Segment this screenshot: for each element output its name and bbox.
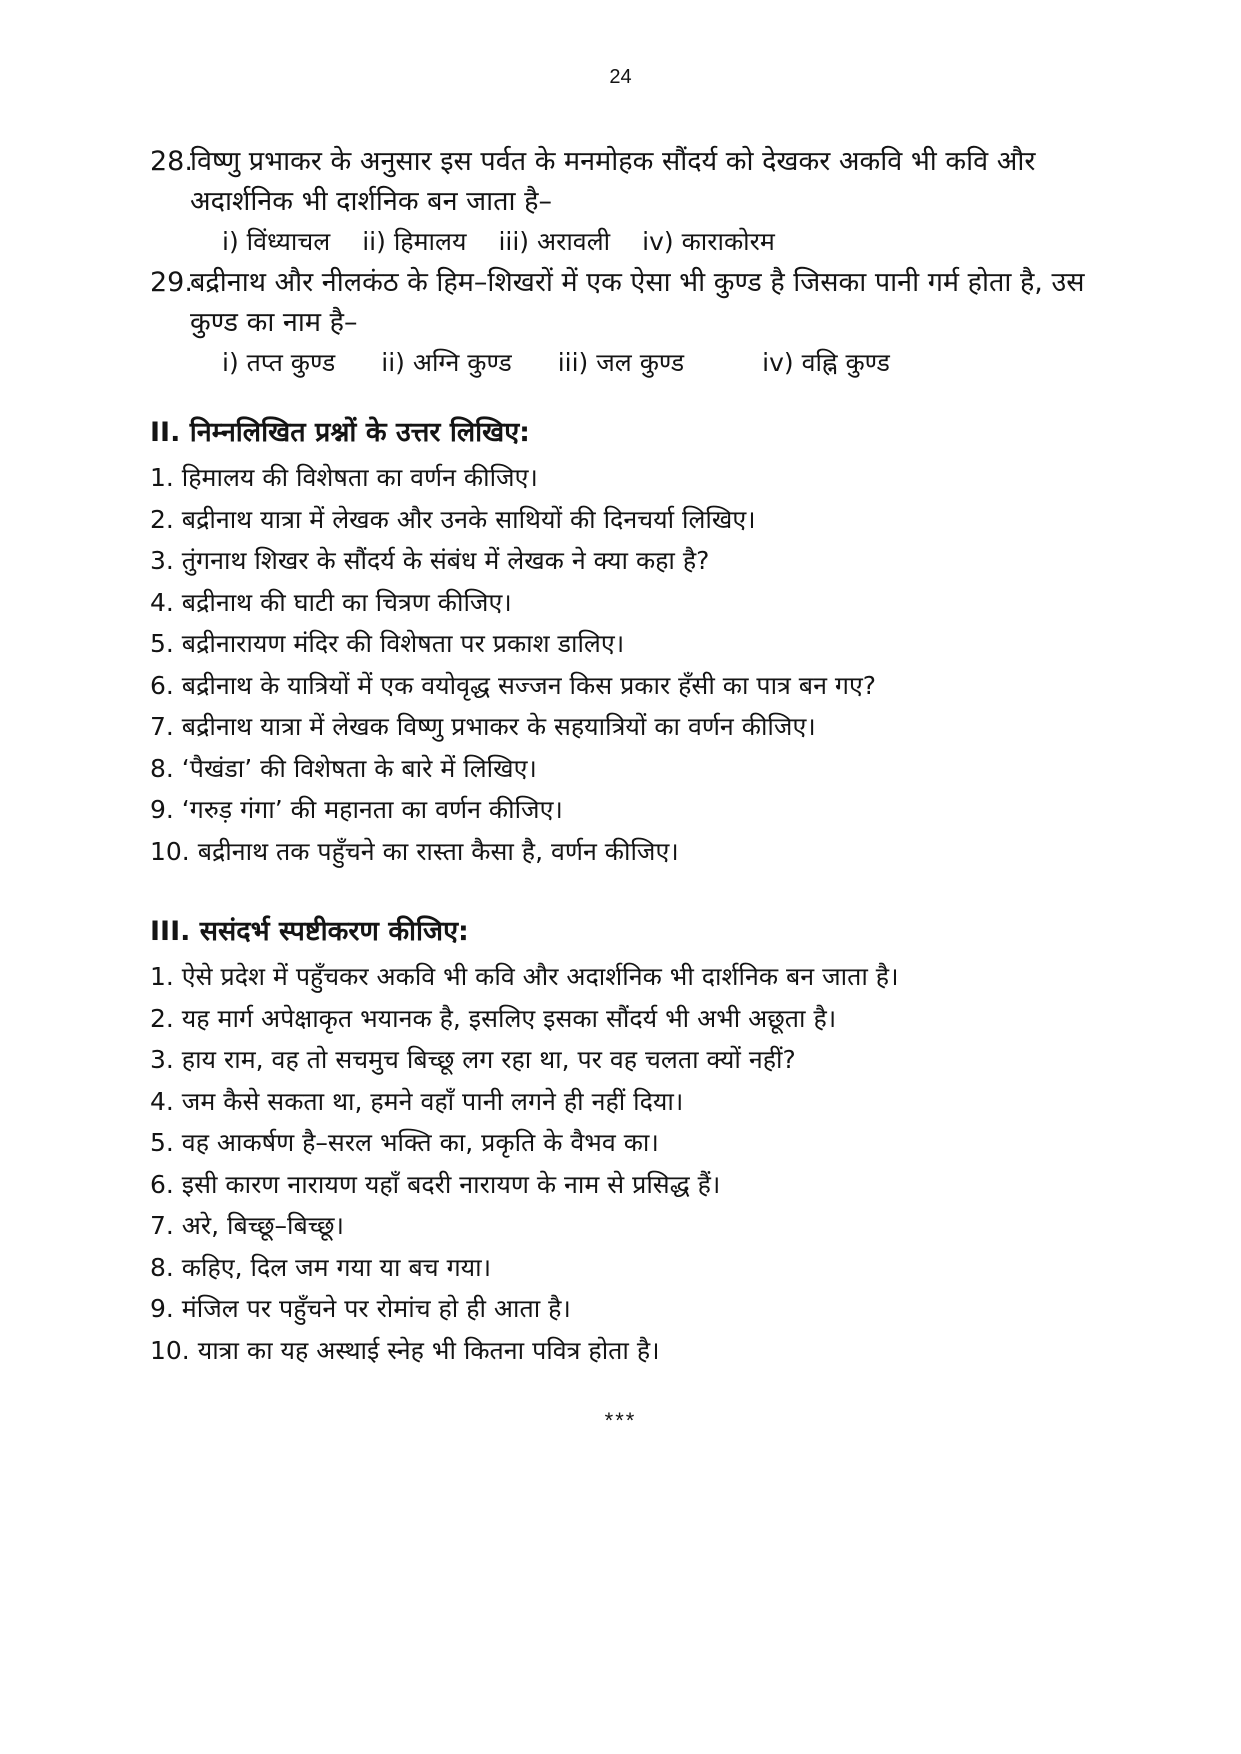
list-item: 1. हिमालय की विशेषता का वर्णन कीजिए। — [150, 463, 538, 492]
mcq-option: i) विंध्याचल — [222, 227, 331, 256]
section-explanation — [150, 912, 1100, 1371]
list-item: 6. इसी कारण नारायण यहाँ बदरी नारायण के नाम से प्रसिद्ध हैं। — [150, 1169, 721, 1199]
mcq-option: ii) अग्नि कुण्ड — [381, 348, 512, 377]
list-item: 5. बद्रीनारायण मंदिर की विशेषता पर प्रकाश डालिए। — [150, 629, 625, 658]
mcq-question-text: बद्रीनाथ और नीलकंठ के हिम–शिखरों में एक ऐसा भी कुण्ड है जिसका पानी गर्म होता है, उस कुण्ड का नाम है– — [190, 267, 1085, 338]
mcq-options — [150, 343, 1100, 383]
list-item: 3. तुंगनाथ शिखर के सौंदर्य के संबंध में लेखक ने क्या कहा है? — [150, 546, 710, 575]
mcq-options — [150, 222, 1100, 262]
list-item: 3. हाय राम, वह तो सचमुच बिच्छू लग रहा था, पर वह चलता क्यों नहीं? — [150, 1045, 796, 1074]
mcq-option: i) तप्त कुण्ड — [222, 348, 336, 377]
page-number: 24 — [609, 66, 632, 88]
list-item: 7. बद्रीनाथ यात्रा में लेखक विष्णु प्रभाकर के सहयात्रियों का वर्णन कीजिए। — [150, 712, 816, 741]
list-item: 7. अरे, बिच्छू–बिच्छू। — [150, 1211, 344, 1240]
question-list — [150, 457, 1100, 872]
list-item: 2. यह मार्ग अपेक्षाकृत भयानक है, इसलिए इसका सौंदर्य भी अभी अछूता है। — [150, 1003, 837, 1033]
list-item: 10. यात्रा का यह अस्थाई स्नेह भी कितना पवित्र होता है। — [150, 1335, 660, 1365]
list-item: 4. जम कैसे सकता था, हमने वहाँ पानी लगने ही नहीं दिया। — [150, 1086, 684, 1116]
list-item: 4. बद्रीनाथ की घाटी का चित्रण कीजिए। — [150, 587, 512, 617]
list-item: 1. ऐसे प्रदेश में पहुँचकर अकवि भी कवि और अदार्शनिक भी दार्शनिक बन जाता है। — [150, 962, 899, 991]
list-item: 9. ‘गरुड़ गंगा’ की महानता का वर्णन कीजिए। — [150, 795, 563, 824]
question-list — [150, 956, 1100, 1371]
mcq-question-text: विष्णु प्रभाकर के अनुसार इस पर्वत के मनमोहक सौंदर्य को देखकर अकवि भी कवि और अदार्शनिक भी दार्शनिक बन जाता है– — [190, 146, 1036, 217]
section-heading: II. निम्नलिखित प्रश्नों के उत्तर लिखिए: — [150, 417, 530, 448]
mcq-question-29 — [150, 263, 1100, 383]
list-item: 6. बद्रीनाथ के यात्रियों में एक वयोवृद्ध सज्जन किस प्रकार हँसी का पात्र बन गए? — [150, 670, 877, 700]
mcq-option: iii) जल कुण्ड — [557, 348, 685, 377]
list-item: 2. बद्रीनाथ यात्रा में लेखक और उनके साथियों की दिनचर्या लिखिए। — [150, 504, 756, 534]
page-content — [150, 142, 1100, 1371]
mcq-number: 29. — [150, 267, 193, 298]
list-item: 9. मंजिल पर पहुँचने पर रोमांच हो ही आता है। — [150, 1294, 571, 1323]
mcq-question-28 — [150, 142, 1100, 262]
mcq-number: 28. — [150, 146, 193, 177]
end-of-section-mark: *** — [604, 1408, 637, 1433]
mcq-option: ii) हिमालय — [362, 227, 467, 256]
mcq-option: iv) काराकोरम — [642, 227, 775, 256]
mcq-option: iv) वह्नि कुण्ड — [762, 348, 890, 377]
section-heading: III. ससंदर्भ स्पष्टीकरण कीजिए: — [150, 916, 469, 947]
list-item: 8. ‘पैखंडा’ की विशेषता के बारे में लिखिए। — [150, 753, 537, 783]
section-short-answer — [150, 413, 1100, 872]
mcq-option: iii) अरावली — [498, 227, 611, 256]
list-item: 5. वह आकर्षण है–सरल भक्ति का, प्रकृति के वैभव का। — [150, 1128, 659, 1157]
list-item: 8. कहिए, दिल जम गया या बच गया। — [150, 1252, 492, 1282]
list-item: 10. बद्रीनाथ तक पहुँचने का रास्ता कैसा है, वर्णन कीजिए। — [150, 836, 679, 866]
